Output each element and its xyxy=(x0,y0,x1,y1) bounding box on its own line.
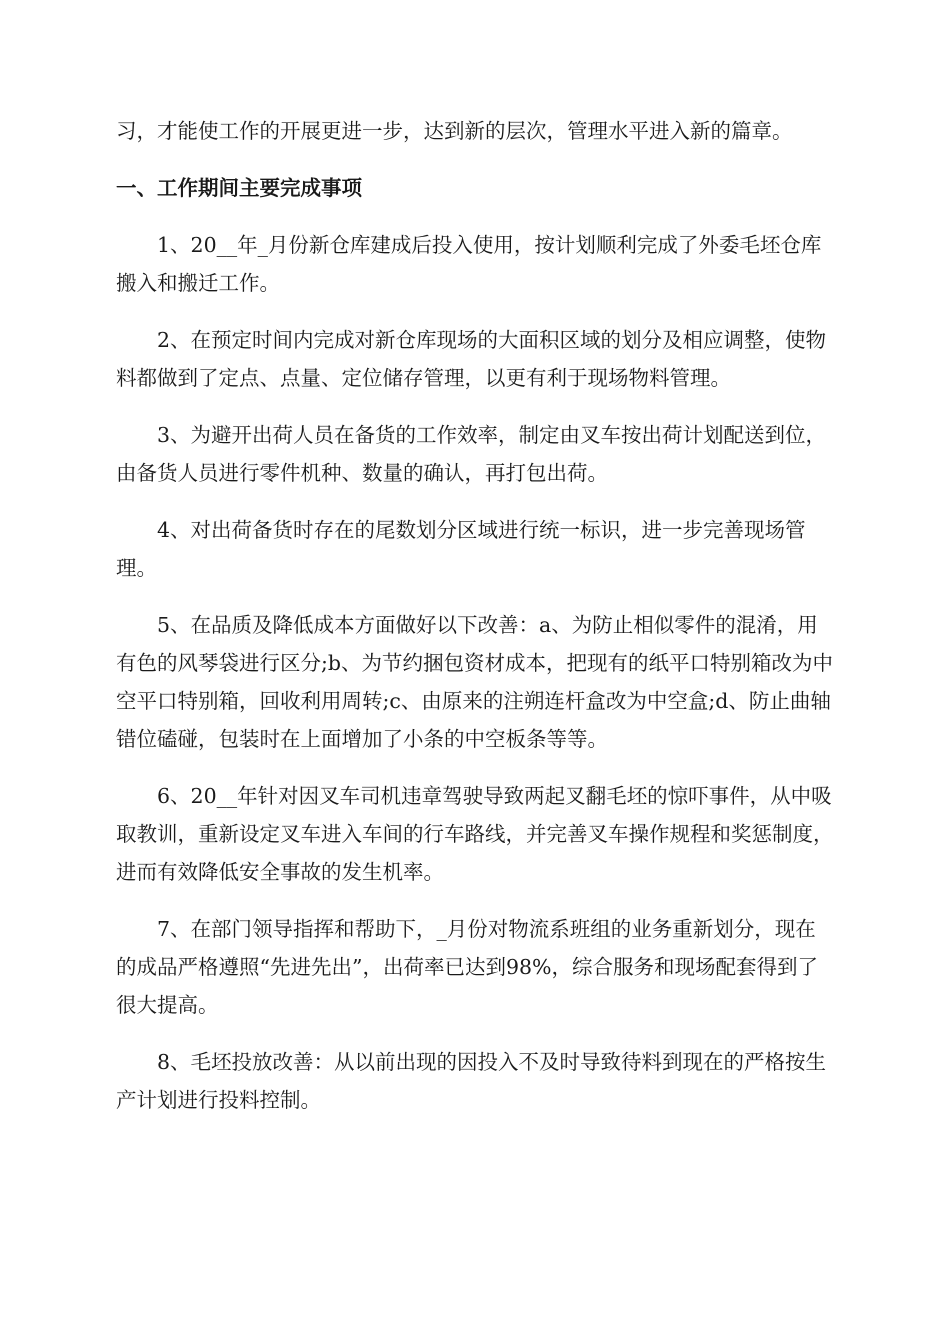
list-item: 7、在部门领导指挥和帮助下，_月份对物流系班组的业务重新划分，现在的成品严格遵照“先进先出”，出荷率已达到98%，综合服务和现场配套得到了很大提高。 xyxy=(116,917,819,1017)
list-item: 1、20__年_月份新仓库建成后投入使用，按计划顺利完成了外委毛坯仓库搬入和搬迁工作。 xyxy=(116,233,822,295)
list-item: 5、在品质及降低成本方面做好以下改善：a、为防止相似零件的混淆，用有色的风琴袋进行区分;b、为节约捆包资材成本，把现有的纸平口特别箱改为中空平口特别箱，回收利用周转;c、由原来的注朔连杆盒改为中空盒;d、防止曲轴错位磕碰，包装时在上面增加了小条的中空板条等等。 xyxy=(116,613,834,751)
list-item: 2、在预定时间内完成对新仓库现场的大面积区域的划分及相应调整，使物料都做到了定点、点量、定位储存管理，以更有利于现场物料管理。 xyxy=(116,328,827,390)
list-item: 3、为避开出荷人员在备货的工作效率，制定由叉车按出荷计划配送到位，由备货人员进行零件机种、数量的确认，再打包出荷。 xyxy=(116,423,827,485)
list-item: 4、对出荷备货时存在的尾数划分区域进行统一标识，进一步完善现场管理。 xyxy=(116,518,806,580)
section-heading: 一、工作期间主要完成事项 xyxy=(116,176,362,200)
list-item: 8、毛坯投放改善：从以前出现的因投入不及时导致待料到现在的严格按生产计划进行投料控制。 xyxy=(116,1050,827,1112)
intro-paragraph: 习，才能使工作的开展更进一步，达到新的层次，管理水平进入新的篇章。 xyxy=(116,119,793,143)
document-body xyxy=(116,112,834,1138)
list-item: 6、20__年针对因叉车司机违章驾驶导致两起叉翻毛坯的惊吓事件，从中吸取教训，重新设定叉车进入车间的行车路线，并完善叉车操作规程和奖惩制度，进而有效降低安全事故的发生机率。 xyxy=(116,784,834,884)
